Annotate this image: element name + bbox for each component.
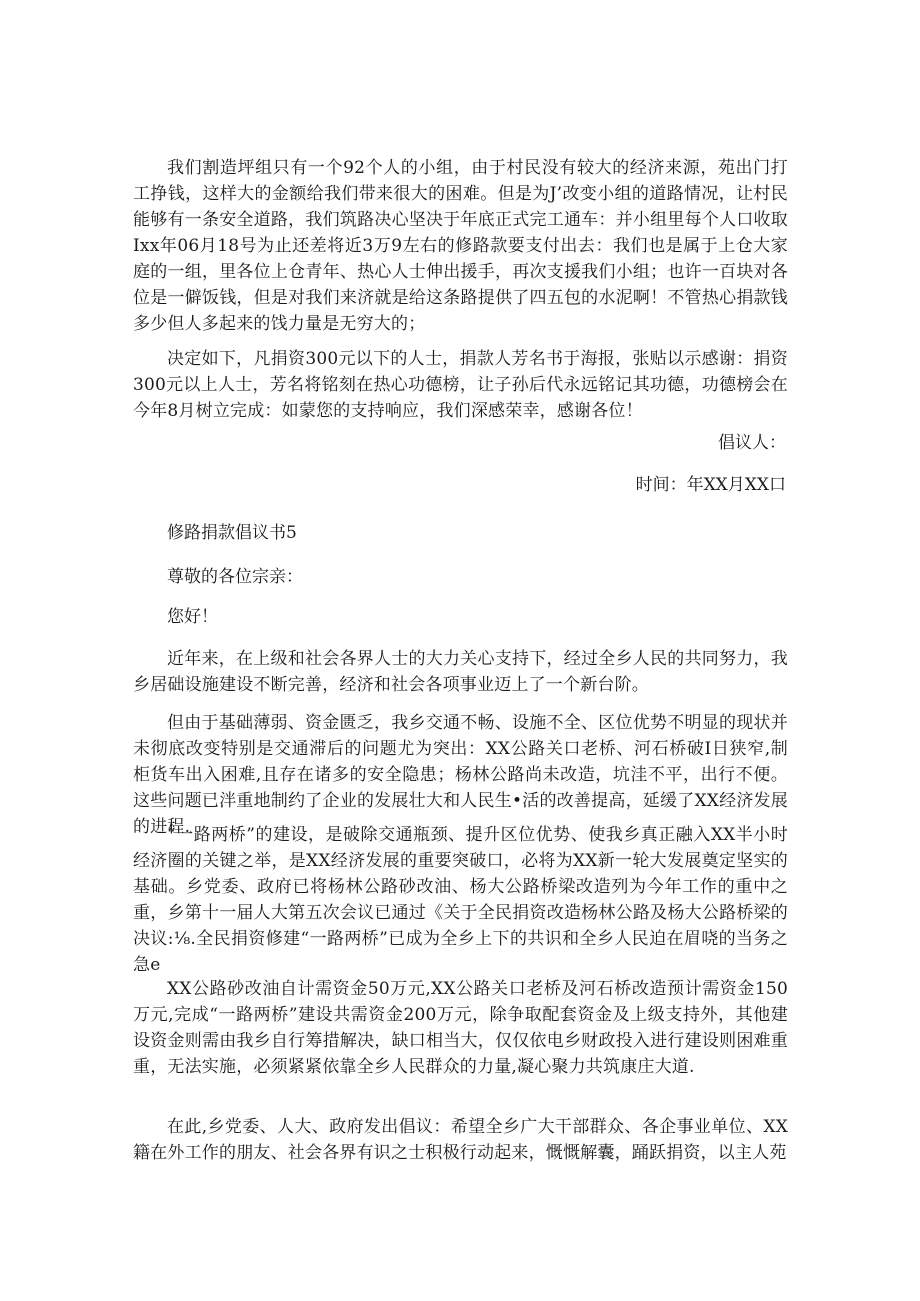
greeting: 尊敬的各位宗亲： bbox=[167, 567, 303, 587]
paragraph-1: 我们割造坪组只有一个92个人的小组，由于村民没有较大的经济来源，苑出门打工挣钱，这样大的金额给我们带来很大的困难。但是为J’改变小组的道路情况，让村民能够有一条安全道路，我们筑路决心坚决于年底正式完工通车：并小组里每个人口收取Ixx年06月18号为止还差将近3万9左右的修路款要支付出去：我们也是属于上仓大家庭的一组，里各位上仓青年、热心人士伸出援手，再次支援我们小组；也许一百块对各位是一僻饭钱，但是对我们来济就是给这条路提供了四五包的水泥啊！不管热心捐款钱多少但人多起来的饯力量是无穷大的； bbox=[133, 158, 788, 334]
section-title: 修路捐款倡议书5 bbox=[167, 523, 297, 543]
paragraph-3: 近年来，在上级和社会各界人士的大力关心支持下，经过全乡人民的共同努力，我乡居础设施建设不断完善，经济和社会各项事业迈上了一个新台阶。 bbox=[133, 649, 788, 695]
salutation: 您好！ bbox=[167, 607, 218, 627]
paragraph-6: XX公路砂改油自计需资金50万元,XX公路关口老桥及河石桥改造预计需资金150万元,完成“一路两桥”建设共需资金200万元，除争取配套资金及上级支持外，其他建设资金则需由我乡自行筹措解决，缺口相当大，仅仅依电乡财政投入进行建设则困难重重，无法实施，必须紧紧依靠全乡人民群众的力量,凝心聚力共筑康庄大道. bbox=[133, 979, 788, 1077]
signer-label: 倡议人： bbox=[718, 433, 786, 453]
paragraph-7: 在此,乡党委、人大、政府发出倡议：希望全乡广大干部群众、各企事业单位、XX籍在外工作的朋友、社会各界有识之士积极行动起来，慨慨解囊，踊跃捐资，以主人苑 bbox=[133, 1117, 788, 1163]
paragraph-2: 决定如下，凡捐资300元以下的人士，捐款人芳名书于海报，张贴以示感谢：捐资300元以上人士，芳名将铭刻在热心功德榜，让子孙后代永远铭记其功德，功德榜会在今年8月树立完成：如蒙您的支持响应，我们深感荣幸，感谢各位！ bbox=[133, 349, 788, 421]
paragraph-4: 但由于基础薄弱、资金匮乏，我乡交通不畅、设施不全、区位优势不明显的现状并未彻底改变特别是交通滞后的问题尤为突出：XX公路关口老桥、河石桥破I日狭窄,制柜货车出入困难,且存在诸多的安全隐患；杨林公路尚未改造，坑洼不平，出行不便。这些问题已泮重地制约了企业的发展壮大和人民生•活的改善提高，延缓了XX经济发展的进程. bbox=[133, 713, 788, 837]
paragraph-5: “一路两桥”的建设，是破除交通瓶颈、提升区位优势、使我乡真正融入XX半小时经济圈的关键之举，是XX经济发展的重要突破口，必将为XX新一轮大发展奠定坚实的基础。乡党委、政府已将杨林公路砂改油、杨大公路桥梁改造列为今年工作的重中之重，乡第十一届人大第五次会议已通过《关于全民捐资改造杨林公路及杨大公路桥梁的决议:⅛.全民捐资修建“一路两桥”已成为全乡上下的共识和全乡人民迫在眉哓的当务之急e bbox=[133, 825, 788, 975]
date-line: 时间：年XX月XX口 bbox=[635, 475, 786, 495]
